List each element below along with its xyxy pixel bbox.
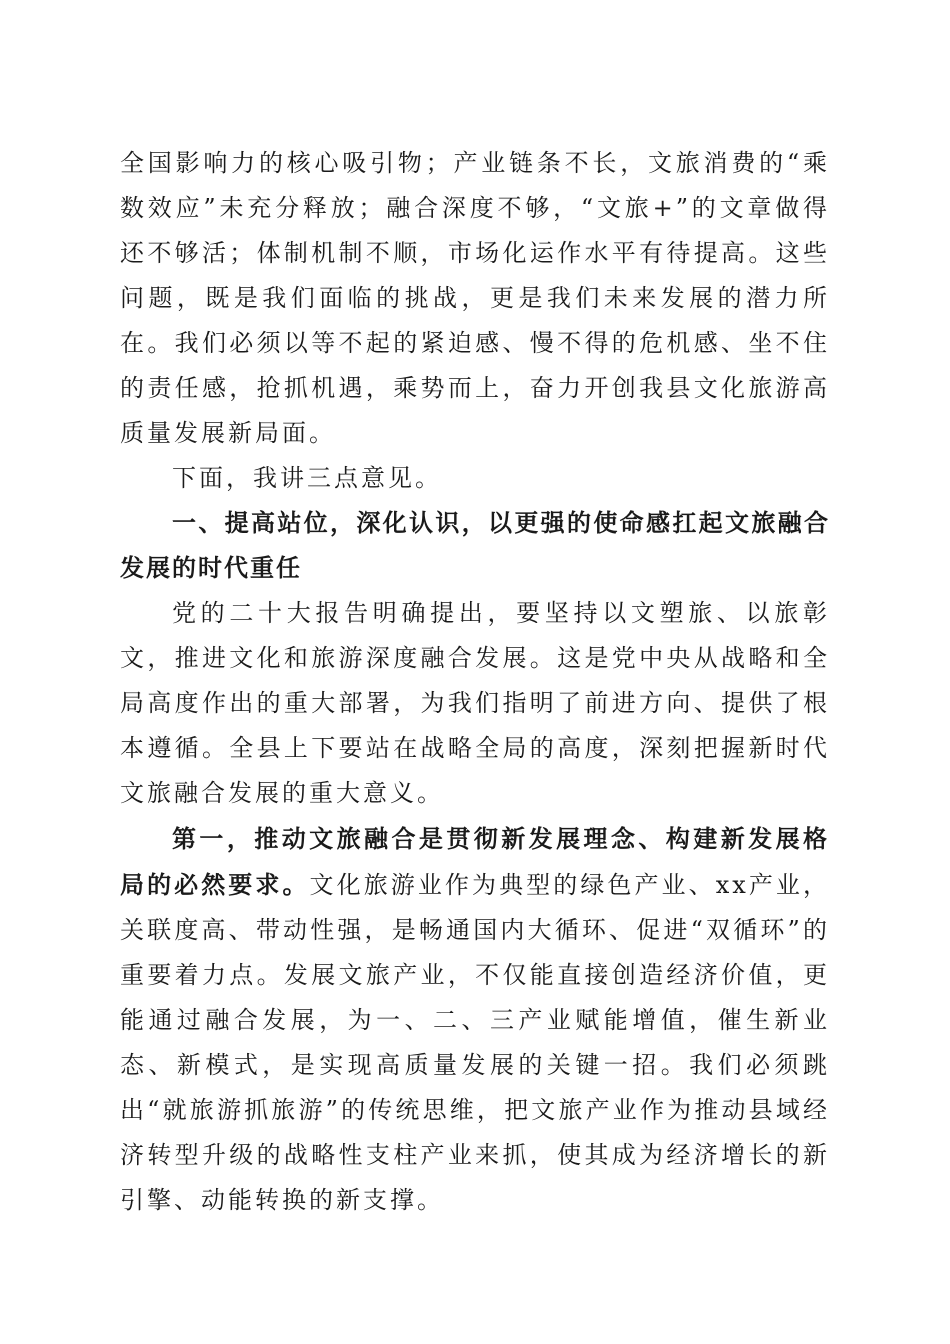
paragraph-point-one (120, 816, 830, 1223)
point-one-lead: 第一，推动文旅融合是贯彻新发展理念、构建新发展格局的必然要求。 (120, 824, 830, 899)
paragraph-body: 党的二十大报告明确提出，要坚持以文塑旅、以旅彰文，推进文化和旅游深度融合发展。这是党中央从战略和全局高度作出的重大部署，为我们指明了前进方向、提供了根本遵循。全县上下要站在战略全局的高度，深刻把握新时代文旅融合发展的重大意义。 (120, 599, 830, 807)
document-page (120, 141, 830, 1223)
section-heading: 一、提高站位，深化认识，以更强的使命感扛起文旅融合发展的时代重任 (120, 509, 830, 582)
paragraph-intro: 下面，我讲三点意见。 (172, 464, 442, 492)
paragraph-continuation: 全国影响力的核心吸引物；产业链条不长，文旅消费的“乘数效应”未充分释放；融合深度不够，“文旅+”的文章做得还不够活；体制机制不顺，市场化运作水平有待提高。这些问题，既是我们面临的挑战，更是我们未来发展的潜力所在。我们必须以等不起的紧迫感、慢不得的危机感、坐不住的责任感，抢抓机遇，乘势而上，奋力开创我县文化旅游高质量发展新局面。 (120, 149, 830, 447)
point-one-text: 文化旅游业作为典型的绿色产业、xx产业，关联度高、带动性强，是畅通国内大循环、促进“双循环”的重要着力点。发展文旅产业，不仅能直接创造经济价值，更能通过融合发展，为一、二、三产业赋能增值，催生新业态、新模式，是实现高质量发展的关键一招。我们必须跳出“就旅游抓旅游”的传统思维，把文旅产业作为推动县域经济转型升级的战略性支柱产业来抓，使其成为经济增长的新引擎、动能转换的新支撑。 (120, 871, 830, 1214)
